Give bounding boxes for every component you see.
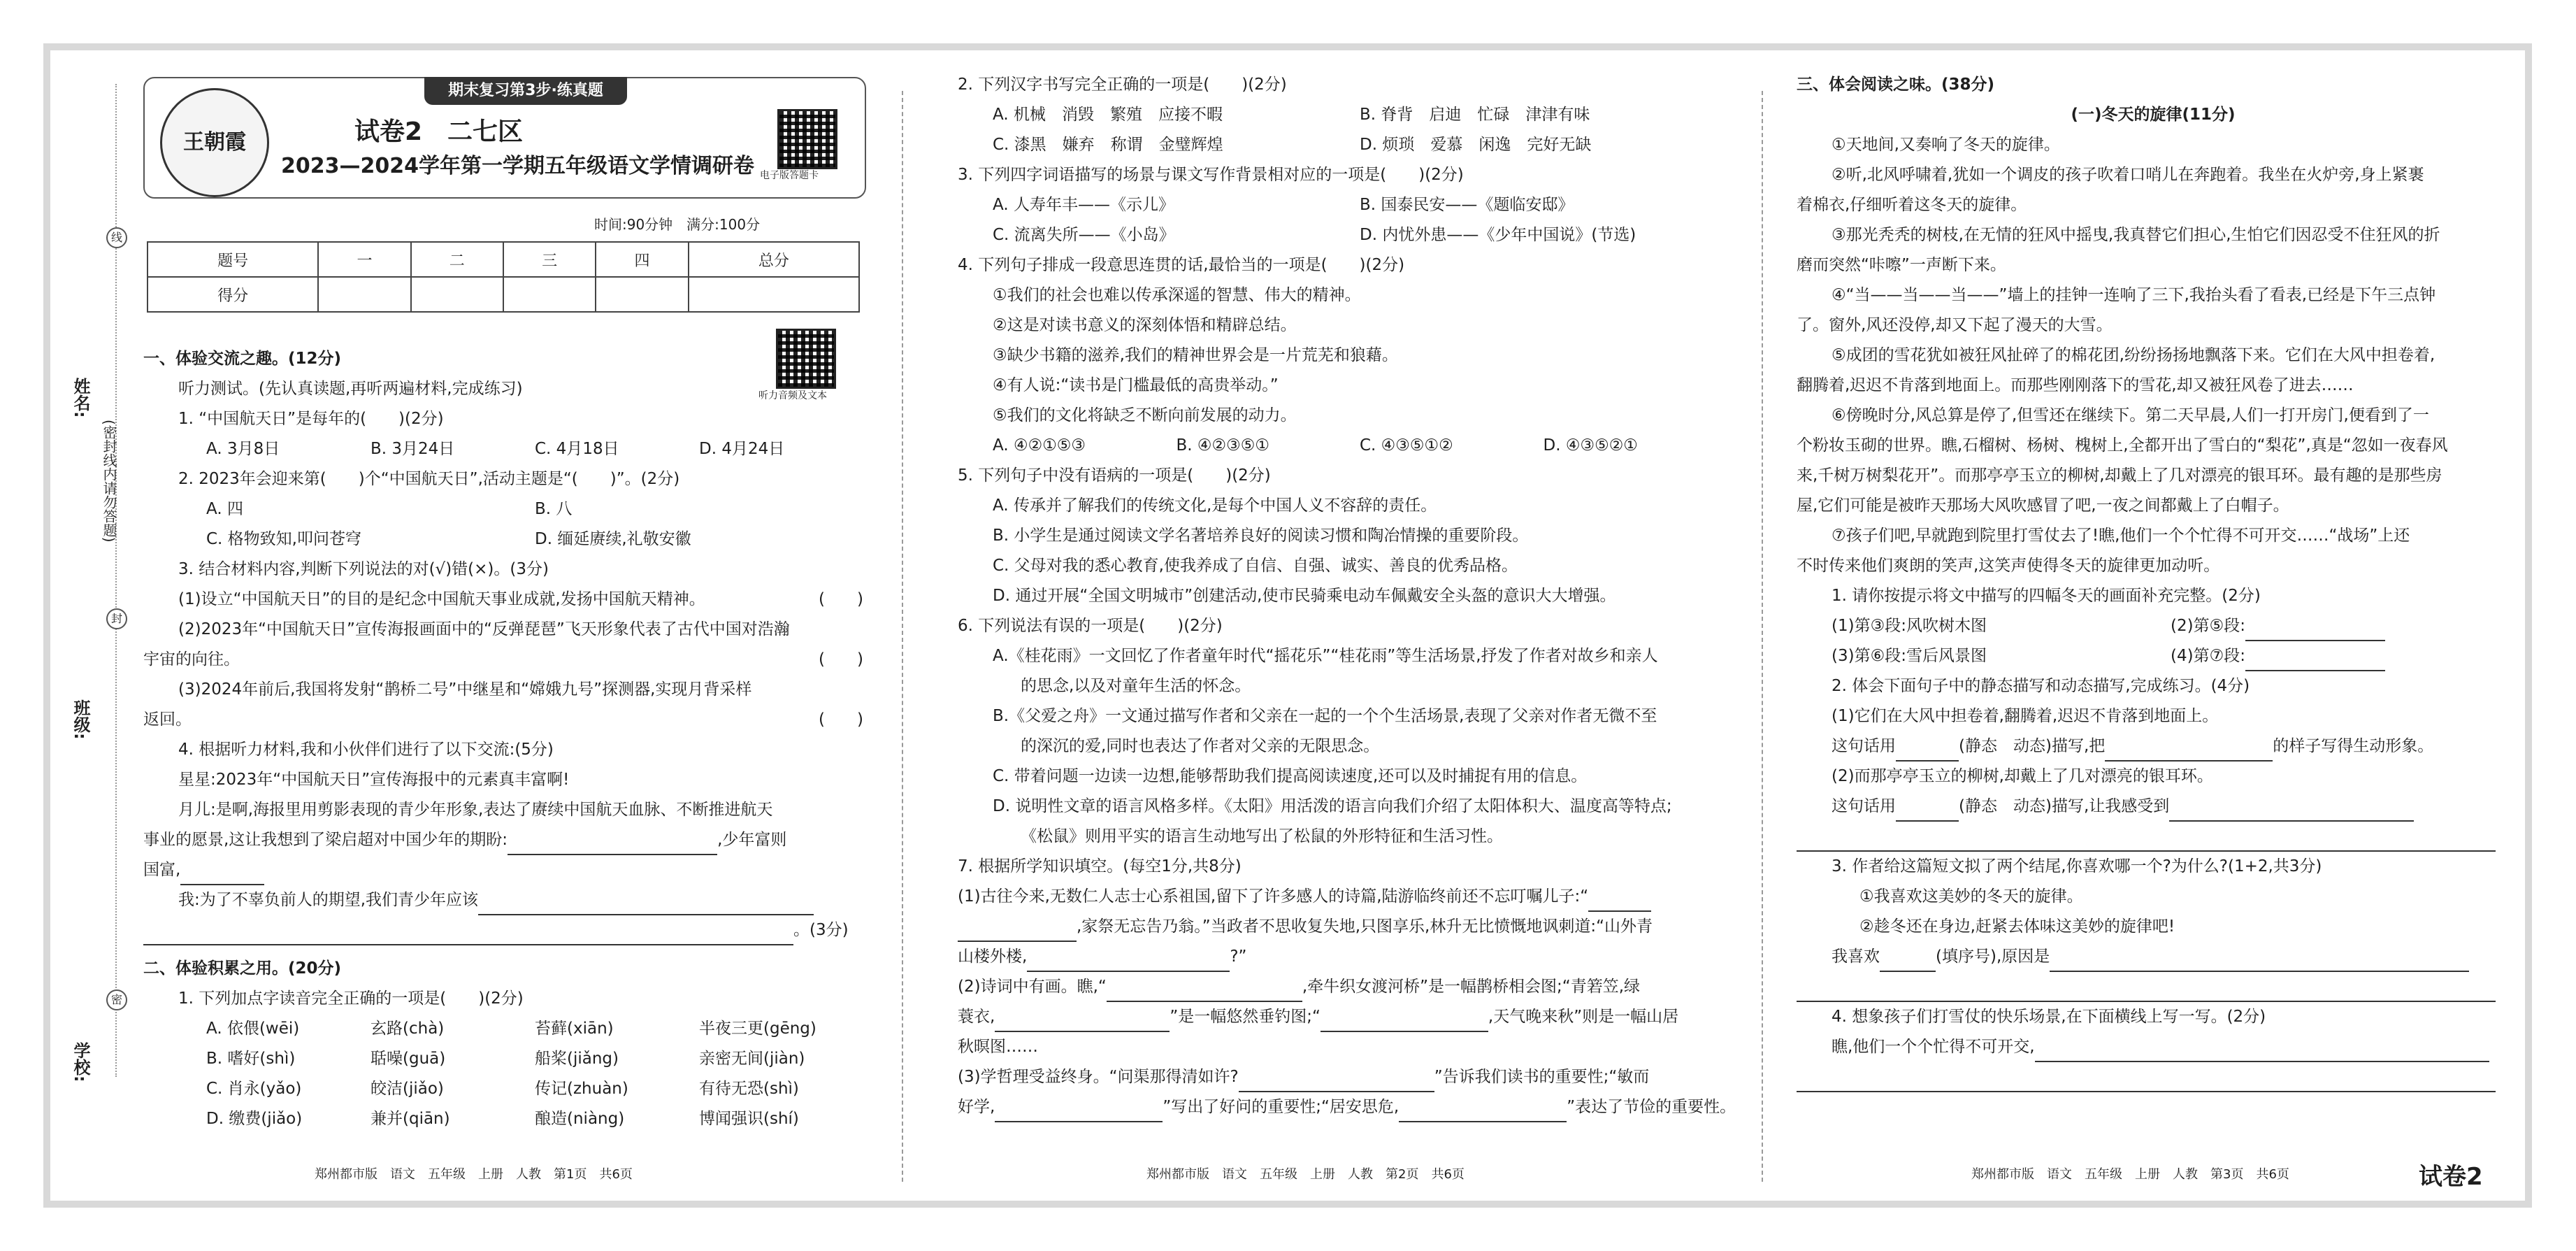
score-table bbox=[147, 241, 860, 313]
fill-text: ”表达了节俭的重要性。 bbox=[1567, 1098, 1736, 1116]
score-cell[interactable] bbox=[689, 277, 859, 312]
score-cell[interactable] bbox=[318, 277, 410, 312]
page-footer: 郑州都市版 语文 五年级 上册 人教 第1页 共6页 bbox=[315, 1167, 633, 1182]
answer-blank[interactable] bbox=[2035, 1041, 2489, 1062]
fill-line: 秋暝图…… bbox=[958, 1038, 1038, 1056]
fill-row bbox=[1797, 641, 2510, 671]
question-text: 2. 2023年会迎来第( )个“中国航天日”,活动主题是“( )”。(2分) bbox=[178, 470, 680, 488]
qr-code-icon bbox=[777, 109, 837, 169]
qr-label: 电子版答题卡 bbox=[760, 170, 819, 181]
table-cell: 二 bbox=[411, 242, 503, 277]
fill-text: (1)古往今来,无数仁人志士心系祖国,留下了许多感人的诗篇,陆游临终前还不忘叮嘱儿子:“ bbox=[958, 887, 1589, 906]
option-word: 聒噪(guā) bbox=[370, 1050, 446, 1068]
passage-paragraph: 着棉衣,仔细听着这冬天的旋律。 bbox=[1797, 196, 2027, 214]
option[interactable]: C. 肖永(yǎo) bbox=[206, 1080, 302, 1098]
statement-text: 返回。 bbox=[143, 710, 192, 729]
score-text: 。(3分) bbox=[793, 921, 849, 939]
passage-paragraph: ③那光秃秃的树枝,在无情的狂风中摇曳,我真替它们担心,生怕它们因忍受不住狂风的折 bbox=[1832, 226, 2440, 244]
paper-title: 2023—2024学年第一学期五年级语文学情调研卷 bbox=[281, 154, 754, 178]
option[interactable]: B. 小学生是通过阅读文学名著培养良好的阅读习惯和陶冶情操的重要阶段。 bbox=[993, 527, 1529, 545]
question-text: 6. 下列说法有误的一项是( )(2分) bbox=[958, 617, 1223, 635]
fill-line bbox=[1797, 731, 2510, 762]
question-text: 3. 下列四字词语描写的场景与课文写作背景相对应的一项是( )(2分) bbox=[958, 166, 1464, 184]
fill-text: (2)第⑤段: bbox=[2171, 617, 2245, 635]
fill-text: (填序号),原因是 bbox=[1936, 948, 2050, 966]
option[interactable]: B. 国泰民安——《题临安邸》 bbox=[1360, 196, 1574, 214]
option[interactable]: A. 机械 消毁 繁殖 应接不暇 bbox=[993, 106, 1223, 124]
table-row bbox=[147, 277, 859, 312]
dialog-line: 星星:2023年“中国航天日”宣传海报中的元素真丰富啊! bbox=[178, 771, 570, 789]
binding-ring: 封 bbox=[106, 608, 127, 629]
fill-text: ,牵牛织女渡河桥”是一幅鹊桥相会图;“青箬笠,绿 bbox=[1302, 978, 1641, 996]
answer-blank[interactable] bbox=[2105, 741, 2273, 762]
option-row bbox=[143, 1074, 863, 1104]
page-1-column bbox=[143, 336, 863, 1134]
table-cell: 一 bbox=[318, 242, 410, 277]
sentence: ④有人说:“读书是门槛最低的高贵举动。” bbox=[993, 376, 1279, 394]
page-divider bbox=[902, 91, 903, 1182]
fill-text: 好学, bbox=[958, 1098, 995, 1116]
page-footer: 郑州都市版 语文 五年级 上册 人教 第2页 共6页 bbox=[1146, 1167, 1465, 1182]
answer-blank[interactable] bbox=[180, 864, 264, 885]
question-text: 3. 作者给这篇短文拟了两个结尾,你喜欢哪一个?为什么?(1+2,共3分) bbox=[1832, 857, 2322, 875]
paper-header bbox=[143, 77, 866, 199]
question-text: 7. 根据所学知识填空。(每空1分,共8分) bbox=[958, 857, 1242, 875]
option-row bbox=[958, 220, 1727, 250]
fill-text: 山楼外楼, bbox=[958, 948, 1028, 966]
question-text: 1. 请你按提示将文中描写的四幅冬天的画面补充完整。(2分) bbox=[1832, 587, 2261, 605]
fill-text: 的样子写得生动形象。 bbox=[2273, 737, 2434, 755]
question-text: 4. 想象孩子们打雪仗的快乐场景,在下面横线上写一写。(2分) bbox=[1832, 1008, 2266, 1026]
table-row bbox=[147, 242, 859, 277]
page-3-column bbox=[1797, 70, 2510, 1092]
fill-text: 我喜欢 bbox=[1832, 948, 1880, 966]
score-cell[interactable] bbox=[503, 277, 596, 312]
fill-text: (静态 动态)描写,把 bbox=[1959, 737, 2106, 755]
passage-paragraph: ④“当——当——当——”墙上的挂钟一连响了三下,我抬头看了看表,已经是下午三点钟 bbox=[1832, 286, 2436, 304]
option-row bbox=[958, 431, 1727, 461]
answer-line bbox=[1797, 1062, 2510, 1092]
answer-blank[interactable] bbox=[1896, 741, 1959, 762]
answer-line bbox=[143, 915, 863, 945]
section-heading: 三、体会阅读之味。(38分) bbox=[1797, 76, 1995, 94]
binding-ring: 密 bbox=[106, 989, 127, 1010]
option-word: 兼并(qiān) bbox=[370, 1110, 450, 1128]
answer-blank[interactable] bbox=[1797, 1071, 2496, 1092]
dialog-line bbox=[143, 825, 863, 855]
fill-text: ”写出了好问的重要性;“居安思危, bbox=[1163, 1098, 1399, 1116]
statement-text: (3)2024年前后,我国将发射“鹊桥二号”中继星和“嫦娥九号”探测器,实现月背采样 bbox=[178, 680, 752, 699]
option-word: 传记(zhuàn) bbox=[535, 1080, 628, 1098]
passage-paragraph: 翻腾着,迟迟不肯落到地面上。而那些刚刚落下的雪花,却又被狂风卷了进去…… bbox=[1797, 376, 2354, 394]
answer-blank[interactable] bbox=[1588, 891, 1651, 912]
option[interactable]: D. 烦琐 爱慕 闲逸 完好无缺 bbox=[1360, 136, 1592, 154]
fill-line bbox=[958, 972, 1727, 1002]
option-row bbox=[143, 494, 863, 524]
dialog-text: ,少年富则 bbox=[717, 831, 787, 849]
answer-blank[interactable] bbox=[2050, 951, 2469, 972]
review-tag: 期末复习第3步·练真题 bbox=[424, 77, 627, 105]
option[interactable]: D. 内忧外患——《少年中国说》(节选) bbox=[1360, 226, 1636, 244]
answer-paren[interactable]: ( ) bbox=[819, 650, 863, 669]
passage-paragraph: ②听,北风呼啸着,犹如一个调皮的孩子吹着口哨儿在奔跑着。我坐在火炉旁,身上紧裹 bbox=[1832, 166, 2424, 184]
option-row bbox=[143, 1014, 863, 1044]
fill-text: ,天气晚来秋”则是一幅山居 bbox=[1488, 1008, 1679, 1026]
passage-paragraph: 磨而突然“咔嚓”一声断下来。 bbox=[1797, 256, 2006, 274]
passage-paragraph: ⑥傍晚时分,风总算是停了,但雪还在继续下。第二天早晨,人们一打开房门,便看到了一 bbox=[1832, 406, 2429, 424]
dialog-line: 月儿:是啊,海报里用剪影表现的青少年形象,表达了赓续中国航天血脉、不断推进航天 bbox=[178, 801, 773, 819]
statement bbox=[143, 705, 863, 735]
option[interactable]: A. 依偎(wēi) bbox=[206, 1020, 300, 1038]
option-row bbox=[143, 1044, 863, 1074]
option[interactable]: C. 带着问题一边读一边想,能够帮助我们提高阅读速度,还可以及时捕捉有用的信息。 bbox=[993, 767, 1588, 785]
question-text: 3. 结合材料内容,判断下列说法的对(√)错(×)。(3分) bbox=[178, 560, 549, 578]
table-cell: 得分 bbox=[147, 277, 318, 312]
option[interactable]: A. 人寿年丰——《示儿》 bbox=[993, 196, 1174, 214]
option-word: 酿造(niàng) bbox=[535, 1110, 625, 1128]
option[interactable]: C. 漆黑 嫌弃 称谓 金璧辉煌 bbox=[993, 136, 1223, 154]
answer-blank[interactable] bbox=[958, 921, 1077, 942]
option-row bbox=[143, 434, 863, 464]
answer-paren[interactable]: ( ) bbox=[819, 590, 863, 608]
option[interactable]: C. 格物致知,叩问苍穹 bbox=[206, 530, 361, 548]
fill-text: (静态 动态)描写,让我感受到 bbox=[1959, 797, 2170, 815]
dialog-text: 事业的愿景,这让我想到了梁启超对中国少年的期盼: bbox=[143, 831, 508, 849]
school-label: 学校: bbox=[71, 1042, 90, 1082]
answer-blank[interactable] bbox=[1239, 1071, 1434, 1092]
fill-text: 蓑衣, bbox=[958, 1008, 995, 1026]
question-text: 2. 体会下面句子中的静态描写和动态描写,完成练习。(4分) bbox=[1832, 677, 2250, 695]
statement bbox=[143, 585, 863, 615]
option[interactable]: B.《父爱之舟》一文通过描写作者和父亲在一起的一个个生活场景,表现了父亲对作者无微不至 bbox=[993, 707, 1657, 725]
question-text: 5. 下列句子中没有语病的一项是( )(2分) bbox=[958, 466, 1271, 485]
option-cont: 的思念,以及对童年生活的怀念。 bbox=[1021, 677, 1251, 695]
option-row bbox=[143, 1104, 863, 1134]
question-text: 2. 下列汉字书写完全正确的一项是( )(2分) bbox=[958, 76, 1287, 94]
option-cont: 的深沉的爱,同时也表达了作者对父亲的无限思念。 bbox=[1021, 737, 1380, 755]
fill-text: ,家祭无忘告乃翁。”当政者不思收复失地,只图享乐,林升无比愤慨地讽刺道:“山外青 bbox=[1077, 917, 1653, 936]
binding-ring: 线 bbox=[106, 227, 127, 248]
option-word: 皎洁(jiǎo) bbox=[370, 1080, 444, 1098]
fill-text: (1)第③段:风吹树木图 bbox=[1832, 617, 1987, 635]
option[interactable]: A.《桂花雨》一文回忆了作者童年时代“摇花乐”“桂花雨”等生活场景,抒发了作者对故乡和亲人 bbox=[993, 647, 1658, 665]
fill-text: (3)第⑥段:雪后风景图 bbox=[1832, 647, 1987, 665]
option-word: 亲密无间(jiàn) bbox=[699, 1050, 805, 1068]
fill-text: (4)第⑦段: bbox=[2171, 647, 2245, 665]
answer-blank[interactable] bbox=[2245, 620, 2385, 641]
option[interactable]: ①我喜欢这美妙的冬天的旋律。 bbox=[1859, 887, 2083, 906]
option[interactable]: C. 4月18日 bbox=[535, 440, 619, 458]
option-row bbox=[958, 190, 1727, 220]
option-word: 有待无恐(shì) bbox=[699, 1080, 799, 1098]
answer-paren[interactable]: ( ) bbox=[819, 710, 863, 729]
option[interactable]: A. ④②①⑤③ bbox=[993, 436, 1086, 455]
option[interactable]: A. 3月8日 bbox=[206, 440, 280, 458]
option[interactable]: D. 缅延赓续,礼敬安徽 bbox=[535, 530, 691, 548]
passage-paragraph: ⑤成团的雪花犹如被狂风扯碎了的棉花团,纷纷扬扬地飘落下来。它们在大风中担卷着, bbox=[1832, 346, 2435, 364]
passage-paragraph: 了。窗外,风还没停,却又下起了漫天的大雪。 bbox=[1797, 316, 2113, 334]
answer-blank[interactable] bbox=[1027, 951, 1230, 972]
option[interactable]: B. 3月24日 bbox=[370, 440, 455, 458]
fill-text: (2)诗词中有画。瞧,“ bbox=[958, 978, 1107, 996]
dialog-text: 我:为了不辜负前人的期望,我们青少年应该 bbox=[178, 891, 479, 909]
score-cell[interactable] bbox=[596, 277, 688, 312]
fill-line bbox=[958, 912, 1727, 942]
fill-text: (3)学哲理受益终身。“问渠那得清如许? bbox=[958, 1068, 1239, 1086]
passage-paragraph: 屋,它们可能是被昨天那场大风吹感冒了吧,一夜之间都戴上了白帽子。 bbox=[1797, 496, 2289, 515]
passage-title: (一)冬天的旋律(11分) bbox=[2071, 106, 2236, 124]
answer-blank[interactable] bbox=[2245, 650, 2385, 671]
passage-paragraph: 来,千树万树梨花开”。而那亭亭玉立的柳树,却戴上了几对漂亮的银耳环。最有趣的是那些房 bbox=[1797, 466, 2442, 485]
paper-number: 试卷2 二七区 bbox=[354, 117, 524, 146]
table-cell: 题号 bbox=[147, 242, 318, 277]
fill-line bbox=[958, 1092, 1736, 1122]
answer-blank[interactable] bbox=[1880, 951, 1936, 972]
fill-text: 瞧,他们一个个忙得不可开交, bbox=[1832, 1038, 2035, 1056]
time-score-line: 时间:90分钟 满分:100分 bbox=[594, 216, 761, 233]
question-text: 1. “中国航天日”是每年的( )(2分) bbox=[178, 410, 444, 428]
option[interactable]: D. ④③⑤②① bbox=[1543, 436, 1638, 455]
table-cell: 总分 bbox=[689, 242, 859, 277]
answer-blank[interactable] bbox=[2169, 801, 2414, 822]
statement-text: (1)设立“中国航天日”的目的是纪念中国航天事业成就,发扬中国航天精神。 bbox=[178, 590, 705, 608]
fill-line bbox=[958, 1002, 1727, 1032]
answer-line bbox=[1797, 972, 2510, 1002]
option[interactable]: B. 脊背 启迪 忙碌 津津有味 bbox=[1360, 106, 1590, 124]
listen-qr-label: 听力音频及文本 bbox=[758, 390, 827, 401]
dialog-line bbox=[143, 885, 863, 915]
statement-text: (1)它们在大风中担卷着,翻腾着,迟迟不肯落到地面上。 bbox=[1832, 707, 2219, 725]
fill-line bbox=[1797, 1032, 2510, 1062]
answer-blank[interactable] bbox=[143, 924, 793, 945]
fill-item bbox=[2171, 611, 2510, 641]
fill-text: ?” bbox=[1230, 948, 1247, 966]
statement-text: (2)而那亭亭玉立的柳树,却戴上了几对漂亮的银耳环。 bbox=[1832, 767, 2213, 785]
fill-line bbox=[958, 942, 1727, 972]
question-text: 听力测试。(先认真读题,再听两遍材料,完成练习) bbox=[178, 380, 523, 398]
sentence: ③缺少书籍的滋养,我们的精神世界会是一片荒芜和狼藉。 bbox=[993, 346, 1398, 364]
fill-row bbox=[1797, 611, 2510, 641]
answer-blank[interactable] bbox=[1797, 981, 2496, 1002]
answer-blank[interactable] bbox=[478, 894, 814, 915]
option-row bbox=[958, 100, 1727, 130]
option[interactable]: B. 八 bbox=[535, 500, 573, 518]
answer-blank[interactable] bbox=[1321, 1011, 1488, 1032]
option[interactable]: D. 4月24日 bbox=[699, 440, 785, 458]
option[interactable]: C. 父母对我的悉心教育,使我养成了自信、自强、诚实、善良的优秀品格。 bbox=[993, 557, 1518, 575]
fill-text: 这句话用 bbox=[1832, 737, 1896, 755]
seal-note: (密封线内请勿答题) bbox=[101, 420, 117, 543]
fill-text: ”告诉我们读书的重要性;“敏而 bbox=[1434, 1068, 1650, 1086]
fill-text: 这句话用 bbox=[1832, 797, 1896, 815]
passage-paragraph: ①天地间,又奏响了冬天的旋律。 bbox=[1832, 136, 2060, 154]
fill-line bbox=[958, 1062, 1727, 1092]
table-cell: 三 bbox=[503, 242, 596, 277]
fill-line bbox=[1797, 942, 2510, 972]
answer-blank[interactable] bbox=[995, 1101, 1163, 1122]
brand-logo: 王朝霞 bbox=[160, 88, 269, 197]
statement bbox=[143, 645, 863, 675]
dialog-line bbox=[143, 855, 863, 885]
option-cont: 《松鼠》则用平实的语言生动地写出了松鼠的外形特征和生活习性。 bbox=[1021, 827, 1503, 845]
passage-paragraph: 个粉妆玉砌的世界。瞧,石榴树、杨树、槐树上,全都开出了雪白的“梨花”,真是“忽如一夜春风 bbox=[1797, 436, 2448, 455]
option[interactable]: A. 四 bbox=[206, 500, 243, 518]
fill-line bbox=[1797, 792, 2510, 822]
option[interactable]: C. 流离失所——《小岛》 bbox=[993, 226, 1175, 244]
option[interactable]: D. 缴费(jiǎo) bbox=[206, 1110, 303, 1128]
option[interactable]: B. ④②③⑤① bbox=[1176, 436, 1269, 455]
statement-text: (2)2023年“中国航天日”宣传海报画面中的“反弹琵琶”飞天形象代表了古代中国对浩瀚 bbox=[178, 620, 790, 638]
option[interactable]: A. 传承并了解我们的传统文化,是每个中国人义不容辞的责任。 bbox=[993, 496, 1437, 515]
option[interactable]: D. 说明性文章的语言风格多样。《太阳》用活泼的语言向我们介绍了太阳体积大、温度高等特点; bbox=[993, 797, 1672, 815]
option-word: 船桨(jiǎng) bbox=[535, 1050, 619, 1068]
answer-blank[interactable] bbox=[1797, 831, 2496, 852]
answer-blank[interactable] bbox=[1399, 1101, 1567, 1122]
fill-item bbox=[2171, 641, 2510, 671]
option-word: 苔藓(xiān) bbox=[535, 1020, 614, 1038]
sentence: ②这是对读书意义的深刻体悟和精辟总结。 bbox=[993, 316, 1297, 334]
page-divider bbox=[1762, 91, 1763, 1182]
option[interactable]: D. 通过开展“全国文明城市”创建活动,使市民骑乘电动车佩戴安全头盔的意识大大增强。 bbox=[993, 587, 1616, 605]
option-word: 半夜三更(gēng) bbox=[699, 1020, 816, 1038]
fill-text: ”是一幅悠然垂钓图;“ bbox=[1170, 1008, 1321, 1026]
option-row bbox=[958, 130, 1727, 160]
table-cell: 四 bbox=[596, 242, 688, 277]
answer-line bbox=[1797, 822, 2510, 852]
score-cell[interactable] bbox=[411, 277, 503, 312]
dialog-text: 国富, bbox=[143, 861, 181, 879]
sentence: ⑤我们的文化将缺乏不断向前发展的动力。 bbox=[993, 406, 1297, 424]
question-text: 1. 下列加点字读音完全正确的一项是( )(2分) bbox=[178, 989, 524, 1008]
option[interactable]: B. 嗜好(shì) bbox=[206, 1050, 296, 1068]
answer-blank[interactable] bbox=[1896, 801, 1959, 822]
passage-paragraph: ⑦孩子们吧,早就跑到院里打雪仗去了!瞧,他们一个个忙得不可开交……“战场”上还 bbox=[1832, 527, 2410, 545]
fill-line bbox=[958, 882, 1727, 912]
section-heading: 二、体验积累之用。(20分) bbox=[143, 959, 342, 978]
option[interactable]: ②趁冬还在身边,赶紧去体味这美妙的旋律吧! bbox=[1859, 917, 2175, 936]
option-word: 博闻强识(shí) bbox=[699, 1110, 799, 1128]
option[interactable]: C. ④③⑤①② bbox=[1360, 436, 1453, 455]
page-footer: 郑州都市版 语文 五年级 上册 人教 第3页 共6页 bbox=[1971, 1167, 2289, 1182]
question-text: 4. 下列句子排成一段意思连贯的话,最恰当的一项是( )(2分) bbox=[958, 256, 1405, 274]
name-label: 姓名: bbox=[71, 378, 90, 418]
answer-blank[interactable] bbox=[508, 834, 717, 855]
option-word: 玄路(chà) bbox=[370, 1020, 445, 1038]
class-label: 班级: bbox=[71, 699, 90, 740]
paper-mark: 试卷2 bbox=[2419, 1163, 2483, 1191]
statement-text: 宇宙的向往。 bbox=[143, 650, 240, 669]
passage-paragraph: 不时传来他们爽朗的笑声,这笑声使得冬天的旋律更加动听。 bbox=[1797, 557, 2220, 575]
answer-blank[interactable] bbox=[995, 1011, 1170, 1032]
page-2-column bbox=[958, 70, 1736, 1122]
question-text: 4. 根据听力材料,我和小伙伴们进行了以下交流:(5分) bbox=[178, 741, 554, 759]
sentence: ①我们的社会也难以传承深遥的智慧、伟大的精神。 bbox=[993, 286, 1361, 304]
option-row bbox=[143, 524, 863, 555]
section-heading: 一、体验交流之趣。(12分) bbox=[143, 350, 342, 368]
answer-blank[interactable] bbox=[1107, 981, 1302, 1002]
